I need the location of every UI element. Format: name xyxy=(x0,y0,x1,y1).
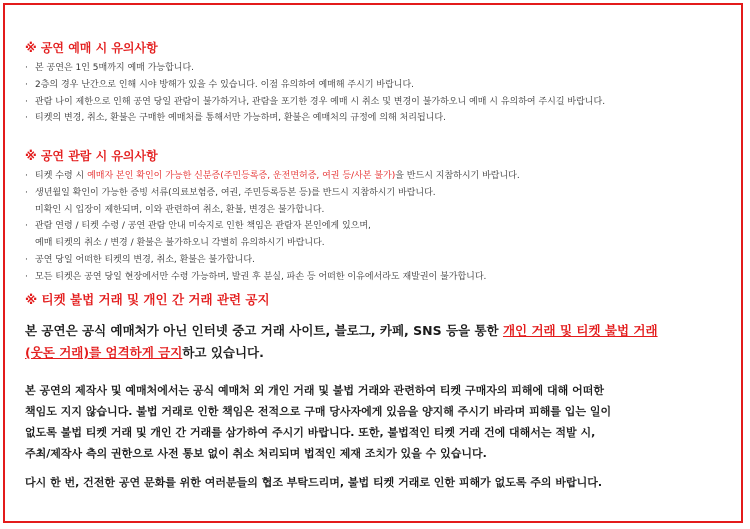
section-viewing-notes xyxy=(25,148,730,286)
bullet: · xyxy=(25,63,28,73)
bullet: · xyxy=(25,79,28,90)
list-item-continuation xyxy=(25,202,730,219)
note-text: 공연 당일 어떠한 티켓의 변경, 취소, 환불은 불가합니다. xyxy=(35,254,255,265)
list-item xyxy=(25,218,730,235)
paragraph-highlight: (웃돈 거래)를 엄격하게 금지 xyxy=(25,345,183,360)
section-illegal-trade-notice xyxy=(25,292,730,493)
note-text: 2층의 경우 난간으로 인해 시야 방해가 있을 수 있습니다. 이점 유의하여 예매해 주시기 바랍니다. xyxy=(35,79,415,90)
notes-list xyxy=(25,60,730,127)
bullet: · xyxy=(25,221,28,232)
section-title: ※ 공연 예매 시 유의사항 xyxy=(25,41,158,55)
note-text: 관람 연령 / 티켓 수령 / 공연 관람 안내 미숙지로 인한 책임은 관람자 본인에게 있으며, xyxy=(35,221,371,232)
notice-paragraph-closing: 다시 한 번, 건전한 공연 문화를 위한 여러분들의 협조 부탁드리며, 불법 티켓 거래로 인한 피해가 없도록 주의 바랍니다. xyxy=(25,476,603,489)
bullet: · xyxy=(25,254,28,265)
list-item xyxy=(25,60,730,77)
bullet: · xyxy=(25,96,28,107)
note-text: 미확인 시 입장이 제한되며, 이와 관련하여 취소, 환불, 변경은 불가합니다. xyxy=(35,204,325,215)
list-item xyxy=(25,94,730,111)
list-item xyxy=(25,185,730,202)
note-text: 생년월일 확인이 가능한 증빙 서류(의료보험증, 여권, 주민등록등본 등)를 반드시 지참하시기 바랍니다. xyxy=(35,187,436,198)
note-text: 티켓의 변경, 취소, 환불은 구매한 예매처를 통해서만 가능하며, 환불은 예매처의 규정에 의해 처리됩니다. xyxy=(35,113,446,124)
paragraph-line: 주최/제작사 측의 권한으로 사전 통보 없이 취소 처리되며 법적인 제재 조치가 있을 수 있습니다. xyxy=(25,447,487,460)
paragraph-text: 하고 있습니다. xyxy=(182,345,264,360)
section-title: ※ 티켓 불법 거래 및 개인 간 거래 관련 공지 xyxy=(25,292,270,307)
note-text: 본 공연은 1인 5매까지 예매 가능합니다. xyxy=(35,63,195,73)
note-text: 티켓 수령 시 xyxy=(35,171,88,181)
paragraph-line: 책임도 지지 않습니다. 불법 거래로 인한 책임은 전적으로 구매 당사자에게 있음을 양지해 주시기 바라며 피해를 입는 일이 xyxy=(25,405,612,418)
note-text: 예매 티켓의 취소 / 변경 / 환불은 불가하오니 각별히 유의하시기 바랍니다. xyxy=(35,238,325,249)
note-text: 모든 티켓은 공연 당일 현장에서만 수령 가능하며, 발권 후 분실, 파손 등 어떠한 이유에서라도 재발권이 불가합니다. xyxy=(35,271,487,282)
section-title: ※ 공연 관람 시 유의사항 xyxy=(25,149,158,163)
list-item xyxy=(25,168,730,185)
bullet: · xyxy=(25,271,28,282)
notes-list xyxy=(25,168,730,286)
bullet: · xyxy=(25,171,28,181)
list-item xyxy=(25,77,730,94)
paragraph-line: 없도록 불법 티켓 거래 및 개인 간 거래를 삼가하여 주시기 바랍니다. 또한, 불법적인 티켓 거래 건에 대해서는 적발 시, xyxy=(25,426,596,439)
list-item xyxy=(25,252,730,269)
notice-paragraph-liability xyxy=(25,380,730,464)
list-item xyxy=(25,110,730,127)
bullet: · xyxy=(25,113,28,124)
note-highlight: 예매자 본인 확인이 가능한 신분증(주민등록증, 운전면허증, 여권 등/사본 불가) xyxy=(87,171,396,181)
list-item-continuation xyxy=(25,235,730,252)
bullet: · xyxy=(25,187,28,198)
section-booking-notes xyxy=(25,40,730,127)
notice-paragraph-main xyxy=(25,320,730,364)
note-text: 을 반드시 지참하시기 바랍니다. xyxy=(395,171,520,181)
note-text: 관람 나이 제한으로 인해 공연 당일 관람이 불가하거나, 관람을 포기한 경우 예매 시 취소 및 변경이 불가하오니 예매 시 유의하여 주시길 바랍니다. xyxy=(35,96,606,107)
paragraph-text: 본 공연은 공식 예매처가 아닌 인터넷 중고 거래 사이트, 블로그, 카페, SNS 등을 통한 xyxy=(25,323,503,338)
list-item xyxy=(25,269,730,286)
paragraph-highlight: 개인 거래 및 티켓 불법 거래 xyxy=(502,323,658,338)
paragraph-line: 본 공연의 제작사 및 예매처에서는 공식 예매처 외 개인 거래 및 불법 거래와 관련하여 티켓 구매자의 피해에 대해 어떠한 xyxy=(25,384,604,397)
